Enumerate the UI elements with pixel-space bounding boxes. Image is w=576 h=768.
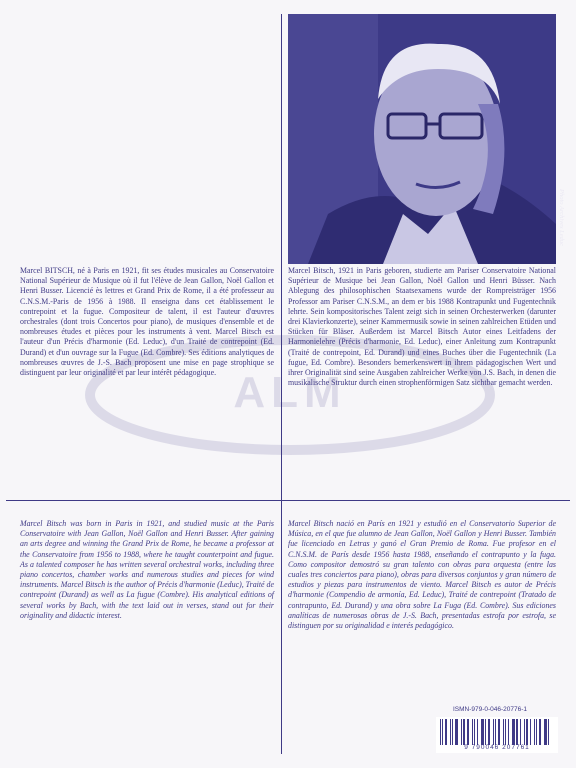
biography-french-text: Marcel BITSCH, né à Paris en 1921, fit ses études musicales au Conservatoire National Supérieur de Musique où il fut l'élève de Jean Gallon, Noël Gallon et Henri Busser. Licencié ès lettres et Grand Prix de Rome, il a été professeur au C.N.S.M.-Paris de 1956 à 1988. Il enseigna dans cet établissement le contrepoint et la fugue. Compositeur de talent, il est l'auteur d'œuvres orchestrales (dont trois Concertos pour piano), de musiques d'ensemble et de nombreuses études et pièces pour les instruments à vent. Marcel Bitsch est l'auteur d'un Précis d'harmonie (Ed. Leduc), d'un Traité de contrepoint (Ed. Durand) et d'un ouvrage sur la Fugue (Ed. Combre). Ses éditions analytiques de nombreuses œuvres de J.-S. Bach proposent une mise en page strophique se distinguent par leur originalité et par leur intérêt pédagogique. [20,266,274,378]
barcode-bar [520,719,521,745]
barcode-bar [544,719,547,745]
barcode-bar [503,719,504,745]
biography-english-text: Marcel Bitsch was born in Paris in 1921, and studied music at the Paris Conservatoire with Jean Gallon, Noël Gallon and Henri Busser. After gaining an arts degree and winning the Grand Prix de Rome, he became a professor at the Conservatoire from 1956 to 1988, where he taught counterpoint and fugue. As a talented composer he has written several orchestral works, including three piano concertos, chamber works and numerous studies and pieces for wind instruments. Marcel Bitsch is the author of Précis d'harmonie (Leduc), Traité de contrepoint (Durand) as well as La fugue (Combre). His analytical editions of several works by Bach, with the text laid out in verses, stand out for their originality and didactic interest. [20,519,274,620]
watermark-text: ALM [233,368,347,417]
ismn-label: ISMN-979-0-046-20776-1 [452,706,528,713]
portrait-photo [288,14,556,264]
biography-french [20,266,274,378]
horizontal-divider [6,500,570,501]
barcode-bar [477,719,478,745]
barcode-bar [536,719,537,745]
barcode-bar [472,719,473,745]
barcode-bar [463,719,465,745]
barcode-bar [445,719,447,745]
barcode-bar [440,719,441,745]
biography-spanish [288,519,556,631]
barcode-bar [534,719,535,745]
barcode-bar [508,719,509,745]
barcode-bar [485,719,486,745]
photo-panel [288,14,565,264]
barcode [436,717,558,753]
barcode-bar [481,719,484,745]
photo-credit: Photo Archives Leduc [557,188,565,247]
barcode-bar [498,719,500,745]
biography-german [288,266,556,388]
biography-german-text: Marcel Bitsch, 1921 in Paris geboren, studierte am Pariser Conservatoire National Supérieur de Musique bei Jean Gallon, Noël Gallon und Henri Büsser. Nach Ablegung des philosophischen Staatsexamens wurde der Rompreisträger 1956 Professor am Pariser C.N.S.M., an dem er bis 1988 Kontrapunkt und Fugentechnik lehrte. Sein kompositorisches Talent zeigt sich in seinen Orchesterwerken (darunter drei Klavierkonzerte), seiner Kammermusik sowie in seinen zahlreichen Etüden und Stücken für Bläser. Außerdem ist Marcel Bitsch Autor eines Leitfadens der Harmonielehre (Précis d'harmonie, Ed. Leduc), einer Anleitung zum Kontrapunkt (Traité de contrepoint, Ed. Durand) und eines Buches über die Fugentechnik (La fugue, Ed. Combre). Besonders bemerkenswert in ihrem pädagogischen Wert und ihrer Originalität sind seine Ausgaben zahlreicher Werke von J.S. Bach, in denen die musikalische Struktur durch einen strophenförmigen Satz sichtbar gemacht werden. [288,266,556,388]
barcode-bar [539,719,541,745]
barcode-bar [512,719,515,745]
barcode-bar [455,719,458,745]
barcode-bar [495,719,496,745]
barcode-bar [548,719,549,745]
barcode-bar [442,719,443,745]
barcode-bar [526,719,528,745]
barcode-bar [530,719,531,745]
barcode-bar [488,719,490,745]
barcode-bar [524,719,525,745]
barcode-bar [452,719,453,745]
barcode-bar [505,719,506,745]
barcode-bar [493,719,494,745]
barcode-bar [516,719,518,745]
biography-english [20,519,274,621]
barcode-bar [467,719,469,745]
barcode-bars [436,717,558,745]
barcode-number: 9 790046 207761 [464,744,530,751]
vertical-divider [281,14,282,754]
barcode-bar [461,719,462,745]
biography-spanish-text: Marcel Bitsch nació en París en 1921 y estudió en el Conservatorio Superior de Música, en el que fue alumno de Jean Gallon, Noël Gallon y Henri Busser. También fue licenciado en Letras y ganó el Gran Premio de Roma. Fue profesor en el C.N.S.M. de París desde 1956 hasta 1988, enseñando el contrapunto y la fuga. Como compositor demostró su gran talento con obras para orquesta (entre las cuales tres conciertos para piano), obras para diversos conjuntos y gran número de estudios y piezas para instrumentos de viento. Marcel Bitsch es autor de Précis d'harmonie (Compendio de armonía, Ed. Leduc), Traité de contrepoint (Tratado de contrapunto, Ed. Durand) y una obra sobre La Fuga (Ed. Combre). Sus ediciones analíticas de numerosas obras de J.-S. Bach, presentadas estrofa por estrofa, se distinguen por su originalidad e interés pedagógico. [288,519,556,631]
barcode-bar [474,719,475,745]
barcode-bar [450,719,451,745]
